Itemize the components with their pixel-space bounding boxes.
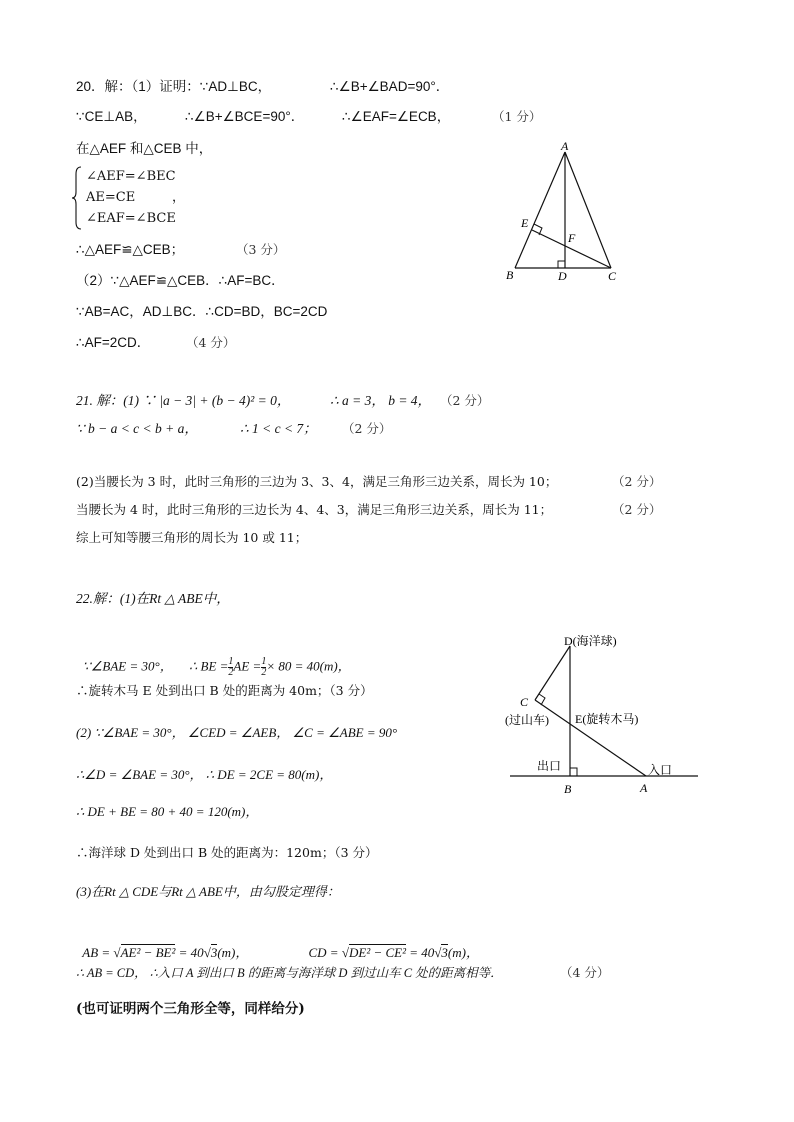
q22-line9-ab: AB = √AE² − BE² = 40√3(m)， (82, 945, 249, 960)
q20-score-1: （1 分） (492, 109, 542, 124)
q22-line6: ∴ DE + BE = 80 + 40 = 120(m)， (76, 804, 259, 819)
label-roller-coaster: (过山车) (505, 713, 549, 727)
q20-score-3: （3 分） (236, 242, 286, 257)
q20-line2-a: ∵CE⊥AB， (76, 109, 147, 124)
q21-line1: 21. 解：(1) ∵ |a − 3| + (b − 4)² = 0， (76, 393, 291, 408)
right-angle-d (558, 261, 565, 268)
q21-line5: 综上可知等腰三角形的周长为 10 或 11； (76, 530, 308, 545)
q22-line4: (2) ∵∠BAE = 30°， ∠CED = ∠AEB， ∠C = ∠ABE = 90° (76, 725, 398, 740)
triangle-figure (498, 140, 638, 285)
system-line-3: ∠EAF=∠BCE (86, 211, 176, 226)
q21-line2-result: ∴ 1 < c < 7； (240, 421, 317, 436)
label-a: A (561, 140, 569, 153)
q22-score-4: （4 分） (560, 965, 610, 980)
system-comma: ， (172, 190, 186, 205)
label-b: B (564, 782, 572, 796)
label-c: C (608, 269, 617, 283)
q20-line2-c: ∴∠EAF=∠ECB， (342, 109, 451, 124)
q21-line3: (2)当腰长为 3 时，此时三角形的三边为 3、3、4，满足三角形三边关系，周长为 10； (76, 474, 558, 489)
label-entry: 入口 (648, 763, 673, 777)
side-ab (515, 152, 565, 268)
q21-score-d: （2 分） (612, 502, 662, 517)
q22-line10: ∴ AB = CD， ∴入口 A 到出口 B 的距离与海洋球 D 到过山车 C 处的距离相等． (76, 966, 503, 980)
q20-line1-conclusion: ∴∠B+∠BAD=90°． (330, 79, 450, 94)
q20-line1: 20．解：（1）证明：∵AD⊥BC， (76, 79, 272, 94)
left-brace (72, 166, 82, 230)
label-d: D (558, 269, 567, 283)
label-b: B (506, 268, 514, 282)
fraction-half: $\frac{1}{2}$ (228, 656, 234, 678)
system-line-1: ∠AEF=∠BEC (86, 169, 176, 184)
label-e: E (521, 216, 529, 230)
system-line-2: AE=CE (86, 190, 136, 205)
fraction-half-2: $\frac{1}{2}$ (261, 656, 267, 678)
q21-score-a: （2 分） (440, 393, 490, 408)
q22-line8: (3)在Rt △ CDE与Rt △ ABE中，由勾股定理得： (76, 884, 340, 899)
q22-line2: ∵∠BAE = 30°， ∴ BE = $\frac{1}{2}$ AE = $\frac{1}{2}$ × 80 = 40(m)， (82, 656, 351, 678)
q21-line1-result: ∴ a = 3， b = 4， (330, 393, 432, 408)
q21-score-c: （2 分） (612, 474, 662, 489)
q22-line7: ∴海洋球 D 处到出口 B 处的距离为：120m；（3 分） (76, 845, 378, 860)
q20-line5: （2）∵△AEF≌△CEB．∴AF=BC． (76, 273, 285, 288)
q22-note: (也可证明两个三角形全等，同样给分) (76, 1001, 305, 1017)
q20-line4: ∴△AEF≌△CEB； (76, 242, 185, 257)
label-d-ocean: D(海洋球) (564, 634, 617, 648)
q21-score-b: （2 分） (342, 421, 392, 436)
label-e-carousel: E(旋转木马) (575, 712, 639, 726)
q22-line3: ∴旋转木马 E 处到出口 B 处的距离为 40m；（3 分） (76, 683, 373, 698)
q21-line2: ∵ b − a < c < b + a， (76, 421, 198, 436)
q22-line5: ∴∠D = ∠BAE = 30°， ∴ DE = 2CE = 80(m)， (76, 767, 333, 782)
label-c: C (520, 695, 529, 709)
amusement-figure (500, 628, 705, 798)
label-exit: 出口 (537, 759, 562, 773)
segment-dc (535, 646, 570, 700)
q22-line9-cd: CD = √DE² − CE² = 40√3(m)， (308, 945, 479, 960)
q20-line3: 在△AEF 和△CEB 中， (76, 141, 213, 156)
q22-line1: 22.解：(1)在Rt △ ABE中， (76, 591, 230, 606)
side-ac (565, 152, 611, 268)
q20-line6: ∵AB=AC，AD⊥BC．∴CD=BD，BC=2CD (76, 304, 328, 319)
q20-score-4: （4 分） (186, 335, 236, 350)
q21-line4: 当腰长为 4 时，此时三角形的三边长为 4、4、3，满足三角形三边关系，周长为 11； (76, 502, 553, 517)
label-f: F (568, 231, 576, 245)
q20-line2-b: ∴∠B+∠BCE=90°． (185, 109, 305, 124)
label-a: A (640, 781, 648, 795)
right-angle-b (570, 768, 577, 776)
q20-line7: ∴AF=2CD． (76, 335, 151, 350)
